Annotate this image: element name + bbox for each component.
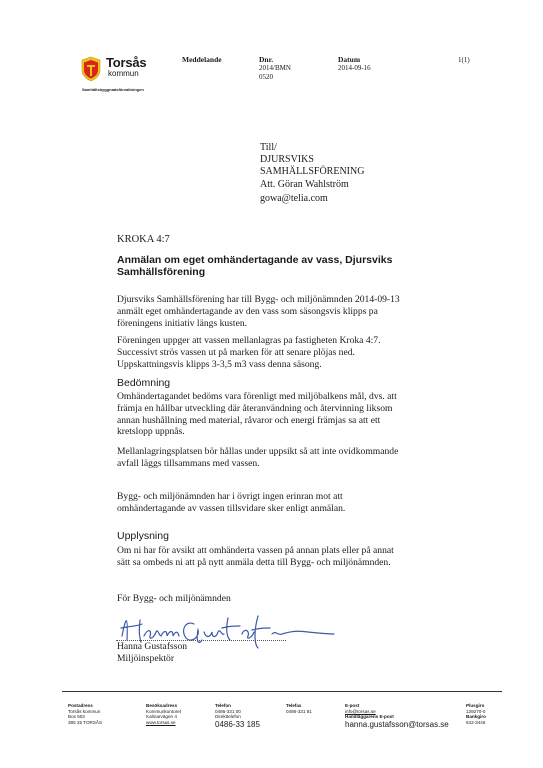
signature-for-line: För Bygg- och miljönämnden <box>117 593 231 604</box>
footer-postal-address <box>68 703 102 725</box>
paragraph-line: sätt sa ombeds ni att på nytt anmäla detta till Bygg- och miljönämnden. <box>117 556 391 568</box>
signer-name: Hanna Gustafsson <box>117 641 188 652</box>
heading-assessment: Bedömning <box>117 377 171 389</box>
dnr-value-line1: 2014/BMN <box>259 64 291 72</box>
paragraph-notification <box>117 294 437 329</box>
paragraph-line: Om ni har för avsikt att omhänderta vassen på annan plats eller på annat <box>117 545 394 556</box>
paragraph-storage <box>117 335 437 370</box>
paragraph-line: Bygg- och miljönämnden har i övrigt ingen erinran mot att <box>117 491 343 502</box>
footer-direct-phone: 0486-33 185 <box>215 719 260 729</box>
footer-label: Telefax <box>286 703 302 708</box>
paragraph-line: Föreningen uppger att vassen mellanlagras pa fastigheten Kroka 4:7. <box>117 335 381 346</box>
footer-line: 0486-331 81 <box>286 708 312 714</box>
logo-kommun: kommun <box>108 69 139 78</box>
recipient-org-line1: DJURSVIKS <box>260 154 314 165</box>
footer-website-link[interactable]: www.torsas.se <box>146 719 176 725</box>
paragraph-line: avfall läggs tillsammans med vassen. <box>117 457 260 469</box>
footer-label: Telefon <box>215 703 231 708</box>
paragraph-line: annan hushållning med material, råvaror och energi främjas sa att ett <box>117 414 381 426</box>
recipient-to: Till/ <box>260 142 277 153</box>
title-line: Samhällsförening <box>117 266 206 278</box>
footer-email-link[interactable]: info@torsas.se <box>345 708 376 714</box>
footer-line: Torsås kommun <box>68 708 101 714</box>
footer-email <box>345 703 449 729</box>
recipient-attention: Att. Göran Wahlström <box>260 179 349 190</box>
footer-line: 642-3446 <box>466 719 486 725</box>
recipient-email: gowa@telia.com <box>260 193 328 204</box>
footer-line: Direkttelefon <box>215 714 241 720</box>
recipient-org-line2: SAMHÄLLSFÖRENING <box>260 166 365 177</box>
footer-line: 0486-331 00 <box>215 708 241 714</box>
paragraph-information <box>117 545 437 569</box>
footer-giro <box>466 703 486 725</box>
footer-label: Handläggarens E-post <box>345 714 394 720</box>
footer-line: Kalmarvägen 4 <box>146 714 177 720</box>
paragraph-line: Successivt strös vassen ut på marken för att senare plöjas ned. <box>117 346 355 358</box>
page-number: 1(1) <box>458 56 470 64</box>
logo-subtitle: Samhällsbyggnadsförvaltningen <box>82 87 144 92</box>
footer-phone <box>215 703 260 729</box>
paragraph-no-objection <box>117 491 437 515</box>
paragraph-line: omhändertagande av vassen tillsvidare sker enligt anmälan. <box>117 502 346 514</box>
paragraph-line: anmält eget omhändertagande av den vass som säsongsvis klipps pa <box>117 305 378 317</box>
footer-handler-email[interactable]: hanna.gustafsson@torsas.se <box>345 719 449 729</box>
paragraph-line: främja en hållbar utveckling där återanvändning och återvinning liksom <box>117 402 393 414</box>
property-reference: KROKA 4:7 <box>117 234 170 245</box>
paragraph-supervision <box>117 446 437 470</box>
footer-line: Kommunkontoret <box>146 708 181 714</box>
paragraph-line: Mellanlagringsplatsen bör hållas under uppsikt så att inte ovidkommande <box>117 446 399 457</box>
footer-label: Plusgiro <box>466 703 485 708</box>
footer-label: Postadress <box>68 703 93 708</box>
document-title <box>117 254 447 278</box>
date-label: Datum <box>338 55 361 64</box>
title-line: Anmälan om eget omhändertagande av vass, Djursviks <box>117 254 393 266</box>
paragraph-line: Uppskattningsvis klipps 3-3,5 m3 vass denna säsong. <box>117 358 322 370</box>
footer-label: E-post <box>345 703 360 708</box>
dnr-value-line2: 0520 <box>259 73 273 81</box>
paragraph-line: kretslopp uppnås. <box>117 426 185 438</box>
torsas-shield-logo-icon <box>80 56 102 82</box>
footer-label: Besöksadress <box>146 703 178 708</box>
paragraph-line: föreningens initiativ längs kusten. <box>117 317 248 329</box>
signer-role: Miljöinspektör <box>117 653 175 664</box>
logo-name: Torsås <box>106 55 147 70</box>
heading-information: Upplysning <box>117 530 169 542</box>
footer-divider <box>62 691 502 692</box>
footer-line: 385 25 TORSÅS <box>68 719 103 725</box>
date-value: 2014-09-16 <box>338 64 371 72</box>
paragraph-line: Omhändertagandet bedöms vara förenligt med miljöbalkens mål, dvs. att <box>117 391 397 402</box>
footer-label: Bankgiro <box>466 714 486 720</box>
footer-fax <box>286 703 312 714</box>
footer-line: 139270-0 <box>466 708 486 714</box>
footer-line: Box 503 <box>68 714 85 720</box>
footer-visiting-address <box>146 703 181 725</box>
paragraph-assessment <box>117 391 437 438</box>
dnr-label: Dnr. <box>259 55 274 64</box>
document-type: Meddelande <box>182 55 222 64</box>
paragraph-line: Djursviks Samhällsförening har till Bygg- och miljönämnden 2014-09-13 <box>117 294 400 305</box>
